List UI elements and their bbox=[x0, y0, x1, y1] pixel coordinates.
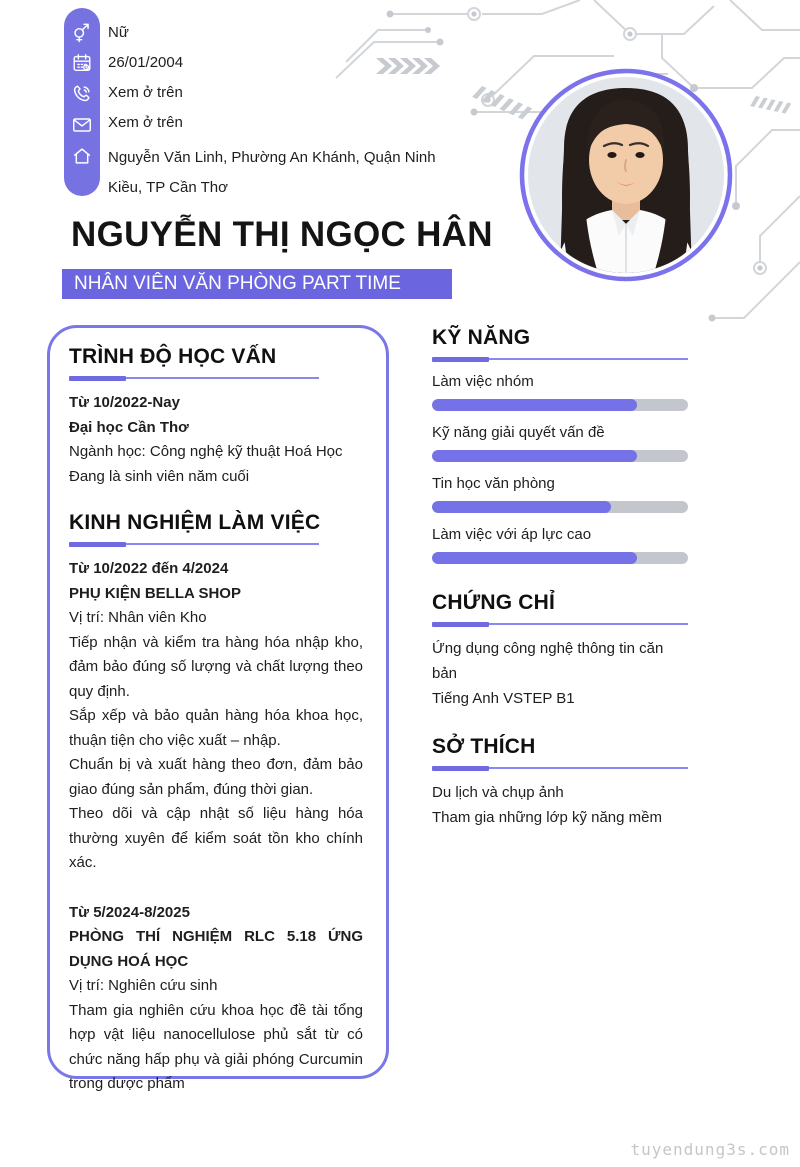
email-icon bbox=[71, 114, 93, 136]
skill-bar-fill bbox=[432, 450, 637, 462]
home-icon bbox=[71, 145, 93, 167]
skill-item bbox=[432, 526, 688, 564]
left-column-box bbox=[47, 325, 389, 1092]
section-spacer bbox=[432, 564, 688, 591]
certificates-list bbox=[432, 636, 688, 711]
skill-bar-fill bbox=[432, 552, 637, 564]
job-duty: Theo dõi và cập nhật số liệu hàng hóa thường xuyên để kiểm soát tồn kho chính xác. bbox=[69, 805, 363, 871]
education-major: Ngành học: Công nghệ kỹ thuật Hoá Học bbox=[69, 443, 343, 460]
experience-heading-rule bbox=[69, 543, 319, 545]
hobbies-list bbox=[432, 780, 688, 830]
skill-label: Làm việc nhóm bbox=[432, 373, 534, 390]
job-duty: Tham gia nghiên cứu khoa học đề tài tổng hợp vật liệu nanocellulose phủ sắt từ có chức năng hấp phụ và giải phóng Curcumin trong dược phẩm bbox=[69, 1001, 363, 1092]
job-position: Vị trí: Nhân viên Kho bbox=[69, 609, 207, 626]
hobbies-heading-rule bbox=[432, 767, 688, 769]
contact-icon-bar bbox=[64, 8, 100, 196]
contact-email-value: Xem ở trên bbox=[108, 114, 183, 131]
experience-heading: KINH NGHIỆM LÀM VIỆC bbox=[69, 511, 321, 534]
skills-heading-rule bbox=[432, 358, 688, 360]
section-spacer bbox=[432, 711, 688, 735]
job-period: Từ 5/2024-8/2025 bbox=[69, 903, 190, 921]
skill-item bbox=[432, 424, 688, 462]
certificate-item: Tiếng Anh VSTEP B1 bbox=[432, 690, 575, 707]
certificate-item: Ứng dụng công nghệ thông tin căn bản bbox=[432, 640, 664, 682]
job-duty: Chuẩn bị và xuất hàng theo đơn, đảm bảo giao đúng sản phẩm, đúng thời gian. bbox=[69, 756, 363, 798]
skill-bar-fill bbox=[432, 399, 637, 411]
education-school: Đại học Cần Thơ bbox=[69, 418, 189, 436]
skill-bar-fill bbox=[432, 501, 611, 513]
contact-address-value: Nguyễn Văn Linh, Phường An Khánh, Quận Ninh Kiều, TP Cần Thơ bbox=[108, 149, 436, 196]
job-duty: Sắp xếp và bảo quản hàng hóa khoa học, thuận tiện cho việc xuất – nhập. bbox=[69, 707, 363, 749]
hobby-item: Tham gia những lớp kỹ năng mềm bbox=[432, 809, 662, 826]
candidate-name: NGUYỄN THỊ NGỌC HÂN bbox=[71, 215, 493, 254]
experience-job bbox=[69, 557, 363, 876]
contact-phone-value: Xem ở trên bbox=[108, 84, 183, 101]
gender-icon bbox=[71, 21, 93, 43]
job-period: Từ 10/2022 đến 4/2024 bbox=[69, 560, 229, 577]
education-note: Đang là sinh viên năm cuối bbox=[69, 467, 250, 485]
contact-gender-value: Nữ bbox=[108, 24, 129, 41]
job-company: PHỤ KIỆN BELLA SHOP bbox=[69, 584, 241, 602]
certificates-heading-rule bbox=[432, 623, 688, 625]
skill-bar-track bbox=[432, 552, 688, 564]
skill-bar-track bbox=[432, 450, 688, 462]
skill-item bbox=[432, 373, 688, 411]
skills-heading: KỸ NĂNG bbox=[432, 326, 531, 349]
job-position: Vị trí: Nghiên cứu sinh bbox=[69, 977, 218, 994]
skill-item bbox=[432, 475, 688, 513]
job-duty: Tiếp nhận và kiểm tra hàng hóa nhập kho, đảm bảo đúng số lượng và chất lượng theo quy định. bbox=[69, 633, 363, 700]
watermark-text: tuyendung3s.com bbox=[630, 1140, 790, 1159]
job-spacer bbox=[69, 876, 363, 901]
phone-icon bbox=[71, 83, 93, 105]
job-title-badge: NHÂN VIÊN VĂN PHÒNG PART TIME bbox=[62, 269, 452, 299]
calendar-icon bbox=[71, 52, 93, 74]
certificates-heading: CHỨNG CHỈ bbox=[432, 591, 556, 614]
education-heading-rule bbox=[69, 377, 319, 379]
profile-photo bbox=[518, 68, 734, 282]
experience-job bbox=[69, 901, 363, 1097]
skill-label: Tin học văn phòng bbox=[432, 475, 555, 492]
chevron-arrows-decoration bbox=[376, 58, 440, 74]
hobby-item: Du lịch và chụp ảnh bbox=[432, 784, 564, 801]
education-period: Từ 10/2022-Nay bbox=[69, 394, 180, 411]
hobbies-heading: SỞ THÍCH bbox=[432, 735, 536, 758]
education-heading: TRÌNH ĐỘ HỌC VẤN bbox=[69, 345, 277, 368]
skill-label: Làm việc với áp lực cao bbox=[432, 526, 592, 543]
skill-label: Kỹ năng giải quyết vấn đề bbox=[432, 424, 605, 441]
skill-bar-track bbox=[432, 501, 688, 513]
skill-bar-track bbox=[432, 399, 688, 411]
right-column bbox=[432, 326, 688, 830]
job-company: PHÒNG THÍ NGHIỆM RLC 5.18 ỨNG DỤNG HOÁ HỌC bbox=[69, 928, 363, 970]
contact-birthdate-value: 26/01/2004 bbox=[108, 54, 184, 71]
